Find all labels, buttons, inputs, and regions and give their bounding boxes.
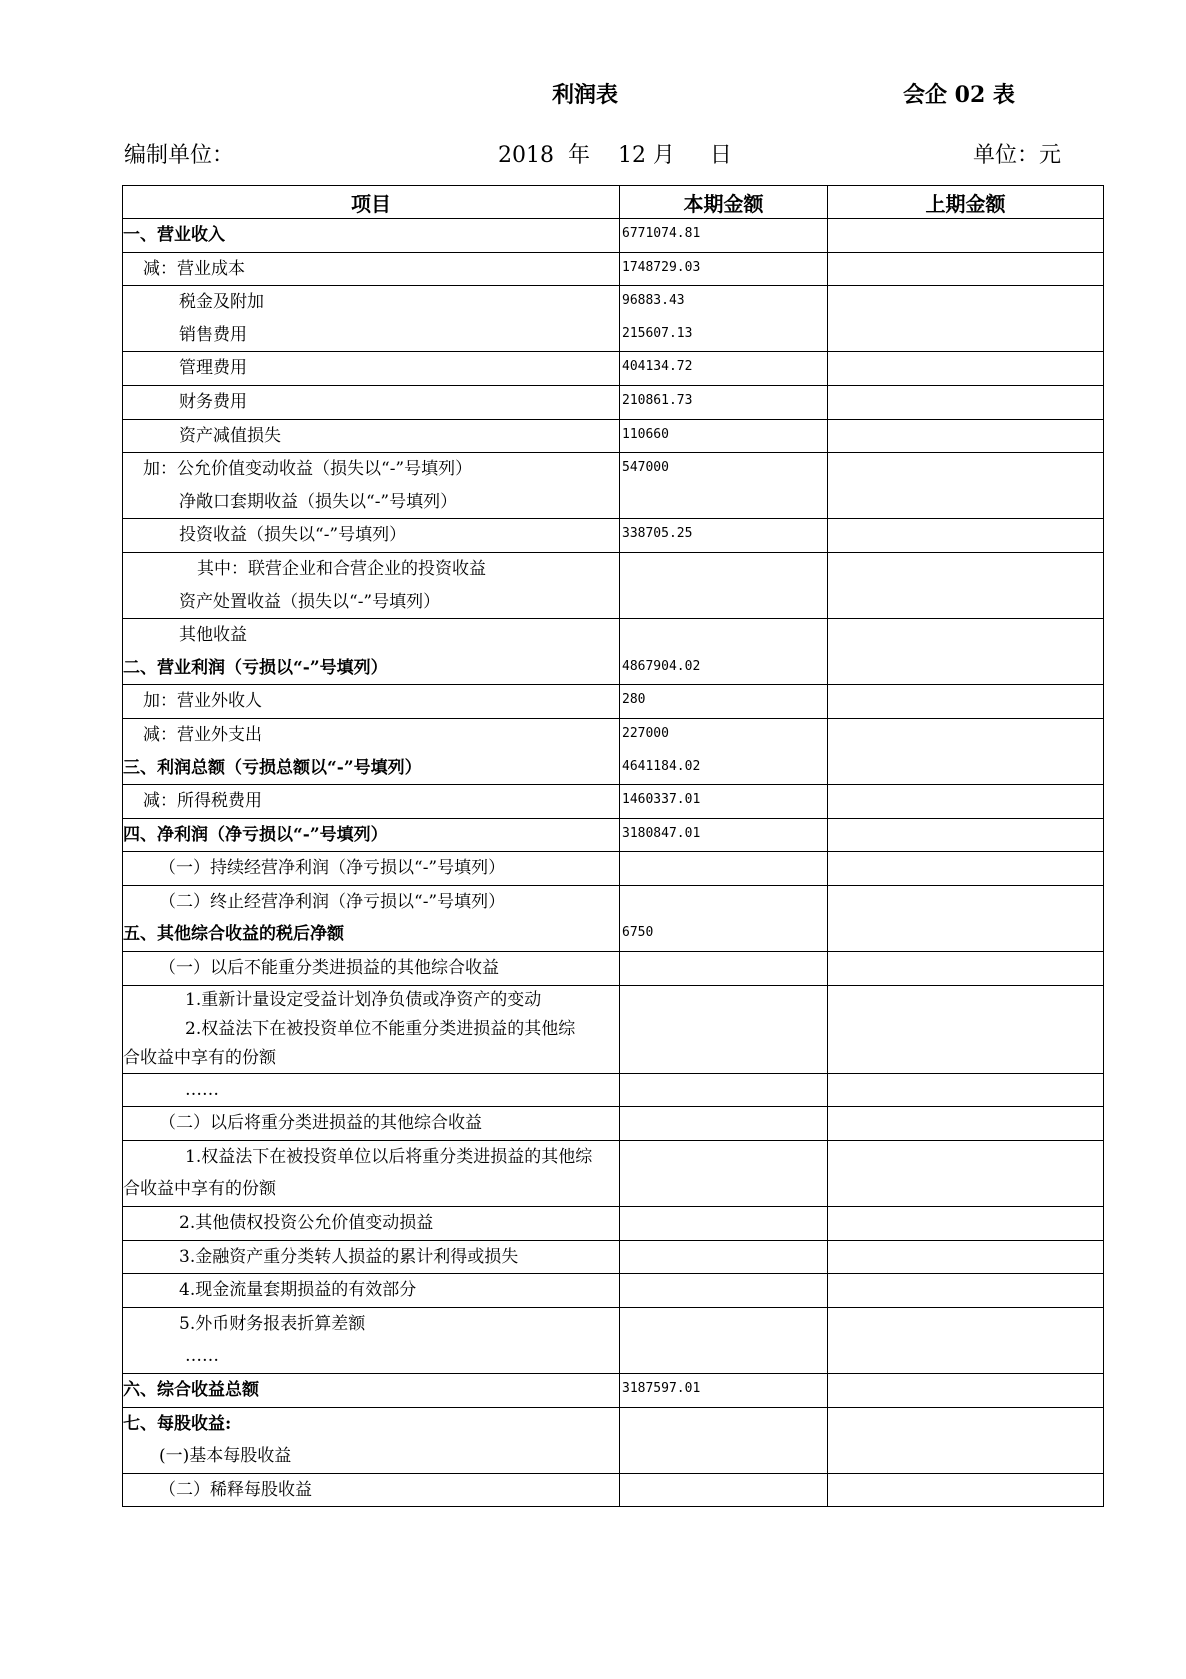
item-label: 减：营业外支出	[143, 724, 262, 745]
table-header-row	[123, 186, 1104, 219]
item-cell	[123, 286, 620, 352]
previous-amount-cell	[828, 1107, 1104, 1141]
item-label: 加：公允价值变动收益（损失以“-”号填列）	[143, 459, 473, 480]
current-amount	[620, 852, 827, 885]
currency-unit: 单位：元	[973, 143, 1062, 168]
current-amount	[620, 886, 827, 919]
income-statement-table	[122, 185, 1104, 1507]
table-row	[123, 1407, 1104, 1473]
current-amount	[620, 1241, 827, 1274]
item-label: 三、利润总额（亏损总额以“-”号填列）	[123, 757, 422, 778]
item-label: 六、综合收益总额	[123, 1380, 259, 1400]
form-number: 会企 02 表	[903, 82, 1015, 108]
current-amount-cell	[620, 519, 828, 553]
previous-amount-cell	[828, 1473, 1104, 1507]
item-label: 其他收益	[179, 625, 247, 646]
item-label: （二）稀释每股收益	[159, 1479, 312, 1500]
item-cell	[123, 818, 620, 852]
item-cell	[123, 1473, 620, 1507]
item-cell	[123, 1240, 620, 1274]
item-label: 合收益中享有的份额	[123, 1047, 276, 1068]
table-row	[123, 952, 1104, 986]
current-amount-cell	[620, 352, 828, 386]
item-label: 投资收益（损失以“-”号填列）	[179, 525, 407, 546]
item-label: 合收益中享有的份额	[123, 1179, 276, 1200]
item-cell	[123, 385, 620, 419]
item-cell	[123, 419, 620, 453]
previous-amount-cell	[828, 718, 1104, 784]
current-amount-cell	[620, 952, 828, 986]
item-cell	[123, 1274, 620, 1308]
item-label: （二）以后将重分类进损益的其他综合收益	[159, 1113, 482, 1134]
item-label: 减：营业成本	[143, 258, 245, 279]
current-amount-cell	[620, 1207, 828, 1241]
previous-amount-cell	[828, 1207, 1104, 1241]
item-label: 4.现金流量套期损益的有效部分	[179, 1280, 417, 1301]
current-amount-cell	[620, 685, 828, 719]
current-amount-cell	[620, 419, 828, 453]
previous-amount-cell	[828, 818, 1104, 852]
current-amount: 4641184.02	[622, 758, 701, 774]
current-amount: 96883.43	[622, 293, 685, 309]
current-amount-cell	[620, 785, 828, 819]
current-amount	[620, 952, 827, 985]
table-row	[123, 385, 1104, 419]
previous-amount-cell	[828, 852, 1104, 886]
table-row	[123, 785, 1104, 819]
table-row	[123, 352, 1104, 386]
table-row	[123, 1140, 1104, 1206]
item-label: 2.权益法下在被投资单位不能重分类进损益的其他综	[185, 1018, 576, 1039]
item-label: 3.金融资产重分类转人损益的累计利得或损失	[179, 1246, 519, 1267]
table-row	[123, 286, 1104, 352]
previous-amount-cell	[828, 1140, 1104, 1206]
item-cell	[123, 1107, 620, 1141]
current-amount	[620, 553, 827, 586]
current-amount-cell	[620, 818, 828, 852]
previous-amount-cell	[828, 1374, 1104, 1408]
previous-amount-cell	[828, 519, 1104, 553]
item-label: 减：所得税费用	[143, 791, 262, 812]
current-amount-cell	[620, 1407, 828, 1473]
current-amount-cell	[620, 718, 828, 784]
table-row	[123, 419, 1104, 453]
table-row	[123, 885, 1104, 951]
previous-amount-cell	[828, 1240, 1104, 1274]
previous-amount-cell	[828, 219, 1104, 253]
item-cell	[123, 352, 620, 386]
table-row	[123, 1240, 1104, 1274]
current-amount: 1748729.03	[622, 259, 701, 275]
current-amount-cell	[620, 985, 828, 1073]
item-cell	[123, 1207, 620, 1241]
previous-amount-cell	[828, 1073, 1104, 1107]
item-label: 1.权益法下在被投资单位以后将重分类进损益的其他综	[185, 1146, 593, 1167]
current-amount: 6771074.81	[622, 226, 701, 241]
item-cell	[123, 885, 620, 951]
current-amount-cell	[620, 885, 828, 951]
table-row	[123, 453, 1104, 519]
current-amount-cell	[620, 1240, 828, 1274]
current-amount: 210861.73	[622, 392, 693, 408]
item-label: （一）以后不能重分类进损益的其他综合收益	[159, 958, 499, 979]
current-amount	[620, 1015, 827, 1044]
current-amount: 110660	[622, 426, 669, 442]
item-label: 2.其他债权投资公允价值变动损益	[179, 1213, 434, 1234]
item-cell	[123, 718, 620, 784]
current-amount	[620, 1107, 827, 1140]
table-row	[123, 985, 1104, 1073]
current-amount-cell	[620, 385, 828, 419]
report-date: 2018 年 12 月 日	[498, 143, 732, 168]
current-amount-cell	[620, 453, 828, 519]
table-row	[123, 1274, 1104, 1308]
current-amount: 227000	[622, 725, 669, 741]
item-label: 二、营业利润（亏损以“-”号填列）	[123, 657, 388, 678]
previous-amount-cell	[828, 985, 1104, 1073]
item-cell	[123, 1374, 620, 1408]
current-amount-cell	[620, 1140, 828, 1206]
current-amount: 215607.13	[622, 325, 693, 341]
item-cell	[123, 785, 620, 819]
current-amount	[620, 586, 827, 619]
item-cell	[123, 619, 620, 685]
table-row	[123, 219, 1104, 253]
compiler-label: 编制单位：	[124, 143, 235, 168]
table-row	[123, 685, 1104, 719]
item-label: 财务费用	[179, 391, 247, 412]
item-cell	[123, 1407, 620, 1473]
current-amount	[620, 1044, 827, 1073]
column-header-previous: 上期金额	[828, 186, 1104, 219]
column-header-current: 本期金额	[620, 186, 828, 219]
current-amount-cell	[620, 1073, 828, 1107]
current-amount	[620, 1408, 827, 1441]
previous-amount-cell	[828, 619, 1104, 685]
current-amount	[620, 1173, 827, 1206]
current-amount	[620, 1207, 827, 1240]
item-cell	[123, 519, 620, 553]
item-cell	[123, 685, 620, 719]
table-row	[123, 252, 1104, 286]
current-amount: 547000	[622, 460, 669, 476]
item-label: 税金及附加	[179, 292, 264, 313]
previous-amount-cell	[828, 685, 1104, 719]
table-row	[123, 852, 1104, 886]
item-label: 五、其他综合收益的税后净额	[123, 924, 344, 945]
current-amount-cell	[620, 1473, 828, 1507]
table-row	[123, 1307, 1104, 1373]
item-cell	[123, 1307, 620, 1373]
previous-amount-cell	[828, 419, 1104, 453]
item-cell	[123, 453, 620, 519]
item-label: 5.外币财务报表折算差额	[179, 1313, 366, 1334]
previous-amount-cell	[828, 952, 1104, 986]
item-cell	[123, 252, 620, 286]
item-cell	[123, 985, 620, 1073]
current-amount-cell	[620, 1374, 828, 1408]
previous-amount-cell	[828, 1274, 1104, 1308]
previous-amount-cell	[828, 1407, 1104, 1473]
current-amount-cell	[620, 1107, 828, 1141]
table-row	[123, 818, 1104, 852]
current-amount	[620, 1274, 827, 1307]
item-label: 资产处置收益（损失以“-”号填列）	[179, 591, 441, 612]
previous-amount-cell	[828, 286, 1104, 352]
current-amount	[620, 486, 827, 519]
table-row	[123, 1473, 1104, 1507]
current-amount: 3180847.01	[622, 825, 701, 841]
previous-amount-cell	[828, 552, 1104, 618]
item-cell	[123, 852, 620, 886]
current-amount: 4867904.02	[622, 658, 701, 674]
table-row	[123, 1374, 1104, 1408]
current-amount: 404134.72	[622, 359, 693, 375]
current-amount: 6750	[622, 925, 654, 941]
current-amount	[620, 986, 827, 1015]
previous-amount-cell	[828, 885, 1104, 951]
item-label: （二）终止经营净利润（净亏损以“-”号填列）	[159, 891, 506, 912]
table-row	[123, 718, 1104, 784]
current-amount	[620, 1308, 827, 1341]
table-row	[123, 1207, 1104, 1241]
current-amount	[620, 619, 827, 652]
table-row	[123, 1073, 1104, 1107]
item-label: 资产减值损失	[179, 425, 281, 446]
current-amount	[620, 1074, 827, 1107]
previous-amount-cell	[828, 352, 1104, 386]
item-cell	[123, 952, 620, 986]
item-cell	[123, 1140, 620, 1206]
current-amount-cell	[620, 1274, 828, 1308]
previous-amount-cell	[828, 252, 1104, 286]
table-row	[123, 1107, 1104, 1141]
previous-amount-cell	[828, 453, 1104, 519]
item-label: 1.重新计量设定受益计划净负债或净资产的变动	[185, 989, 542, 1010]
current-amount-cell	[620, 619, 828, 685]
table-row	[123, 519, 1104, 553]
table-body	[123, 219, 1104, 1507]
table-row	[123, 619, 1104, 685]
current-amount	[620, 1141, 827, 1174]
current-amount	[620, 1340, 827, 1373]
current-amount: 1460337.01	[622, 792, 701, 808]
item-label: ……	[185, 1346, 219, 1367]
item-label: 净敞口套期收益（损失以“-”号填列）	[179, 491, 458, 512]
current-amount-cell	[620, 219, 828, 253]
current-amount: 338705.25	[622, 526, 693, 542]
item-label: (一)基本每股收益	[159, 1446, 292, 1467]
current-amount: 3187597.01	[622, 1381, 701, 1396]
previous-amount-cell	[828, 385, 1104, 419]
item-label: 其中：联营企业和合营企业的投资收益	[197, 558, 486, 579]
item-cell	[123, 219, 620, 253]
current-amount-cell	[620, 552, 828, 618]
current-amount	[620, 1440, 827, 1473]
table-row	[123, 552, 1104, 618]
previous-amount-cell	[828, 785, 1104, 819]
item-label: 七、每股收益:	[123, 1413, 232, 1434]
item-label: 销售费用	[179, 324, 247, 345]
report-title: 利润表	[552, 82, 619, 108]
current-amount-cell	[620, 1307, 828, 1373]
previous-amount-cell	[828, 1307, 1104, 1373]
item-cell	[123, 1073, 620, 1107]
item-label: 管理费用	[179, 358, 247, 379]
current-amount-cell	[620, 286, 828, 352]
current-amount-cell	[620, 852, 828, 886]
current-amount-cell	[620, 252, 828, 286]
item-label: 一、营业收入	[123, 225, 225, 245]
column-header-item: 项目	[123, 186, 620, 219]
item-label: ……	[185, 1079, 219, 1100]
current-amount: 280	[622, 692, 646, 708]
item-label: （一）持续经营净利润（净亏损以“-”号填列）	[159, 858, 506, 879]
item-label: 四、净利润（净亏损以“-”号填列）	[123, 824, 388, 845]
current-amount	[620, 1474, 827, 1507]
item-label: 加：营业外收人	[143, 691, 262, 712]
item-cell	[123, 552, 620, 618]
